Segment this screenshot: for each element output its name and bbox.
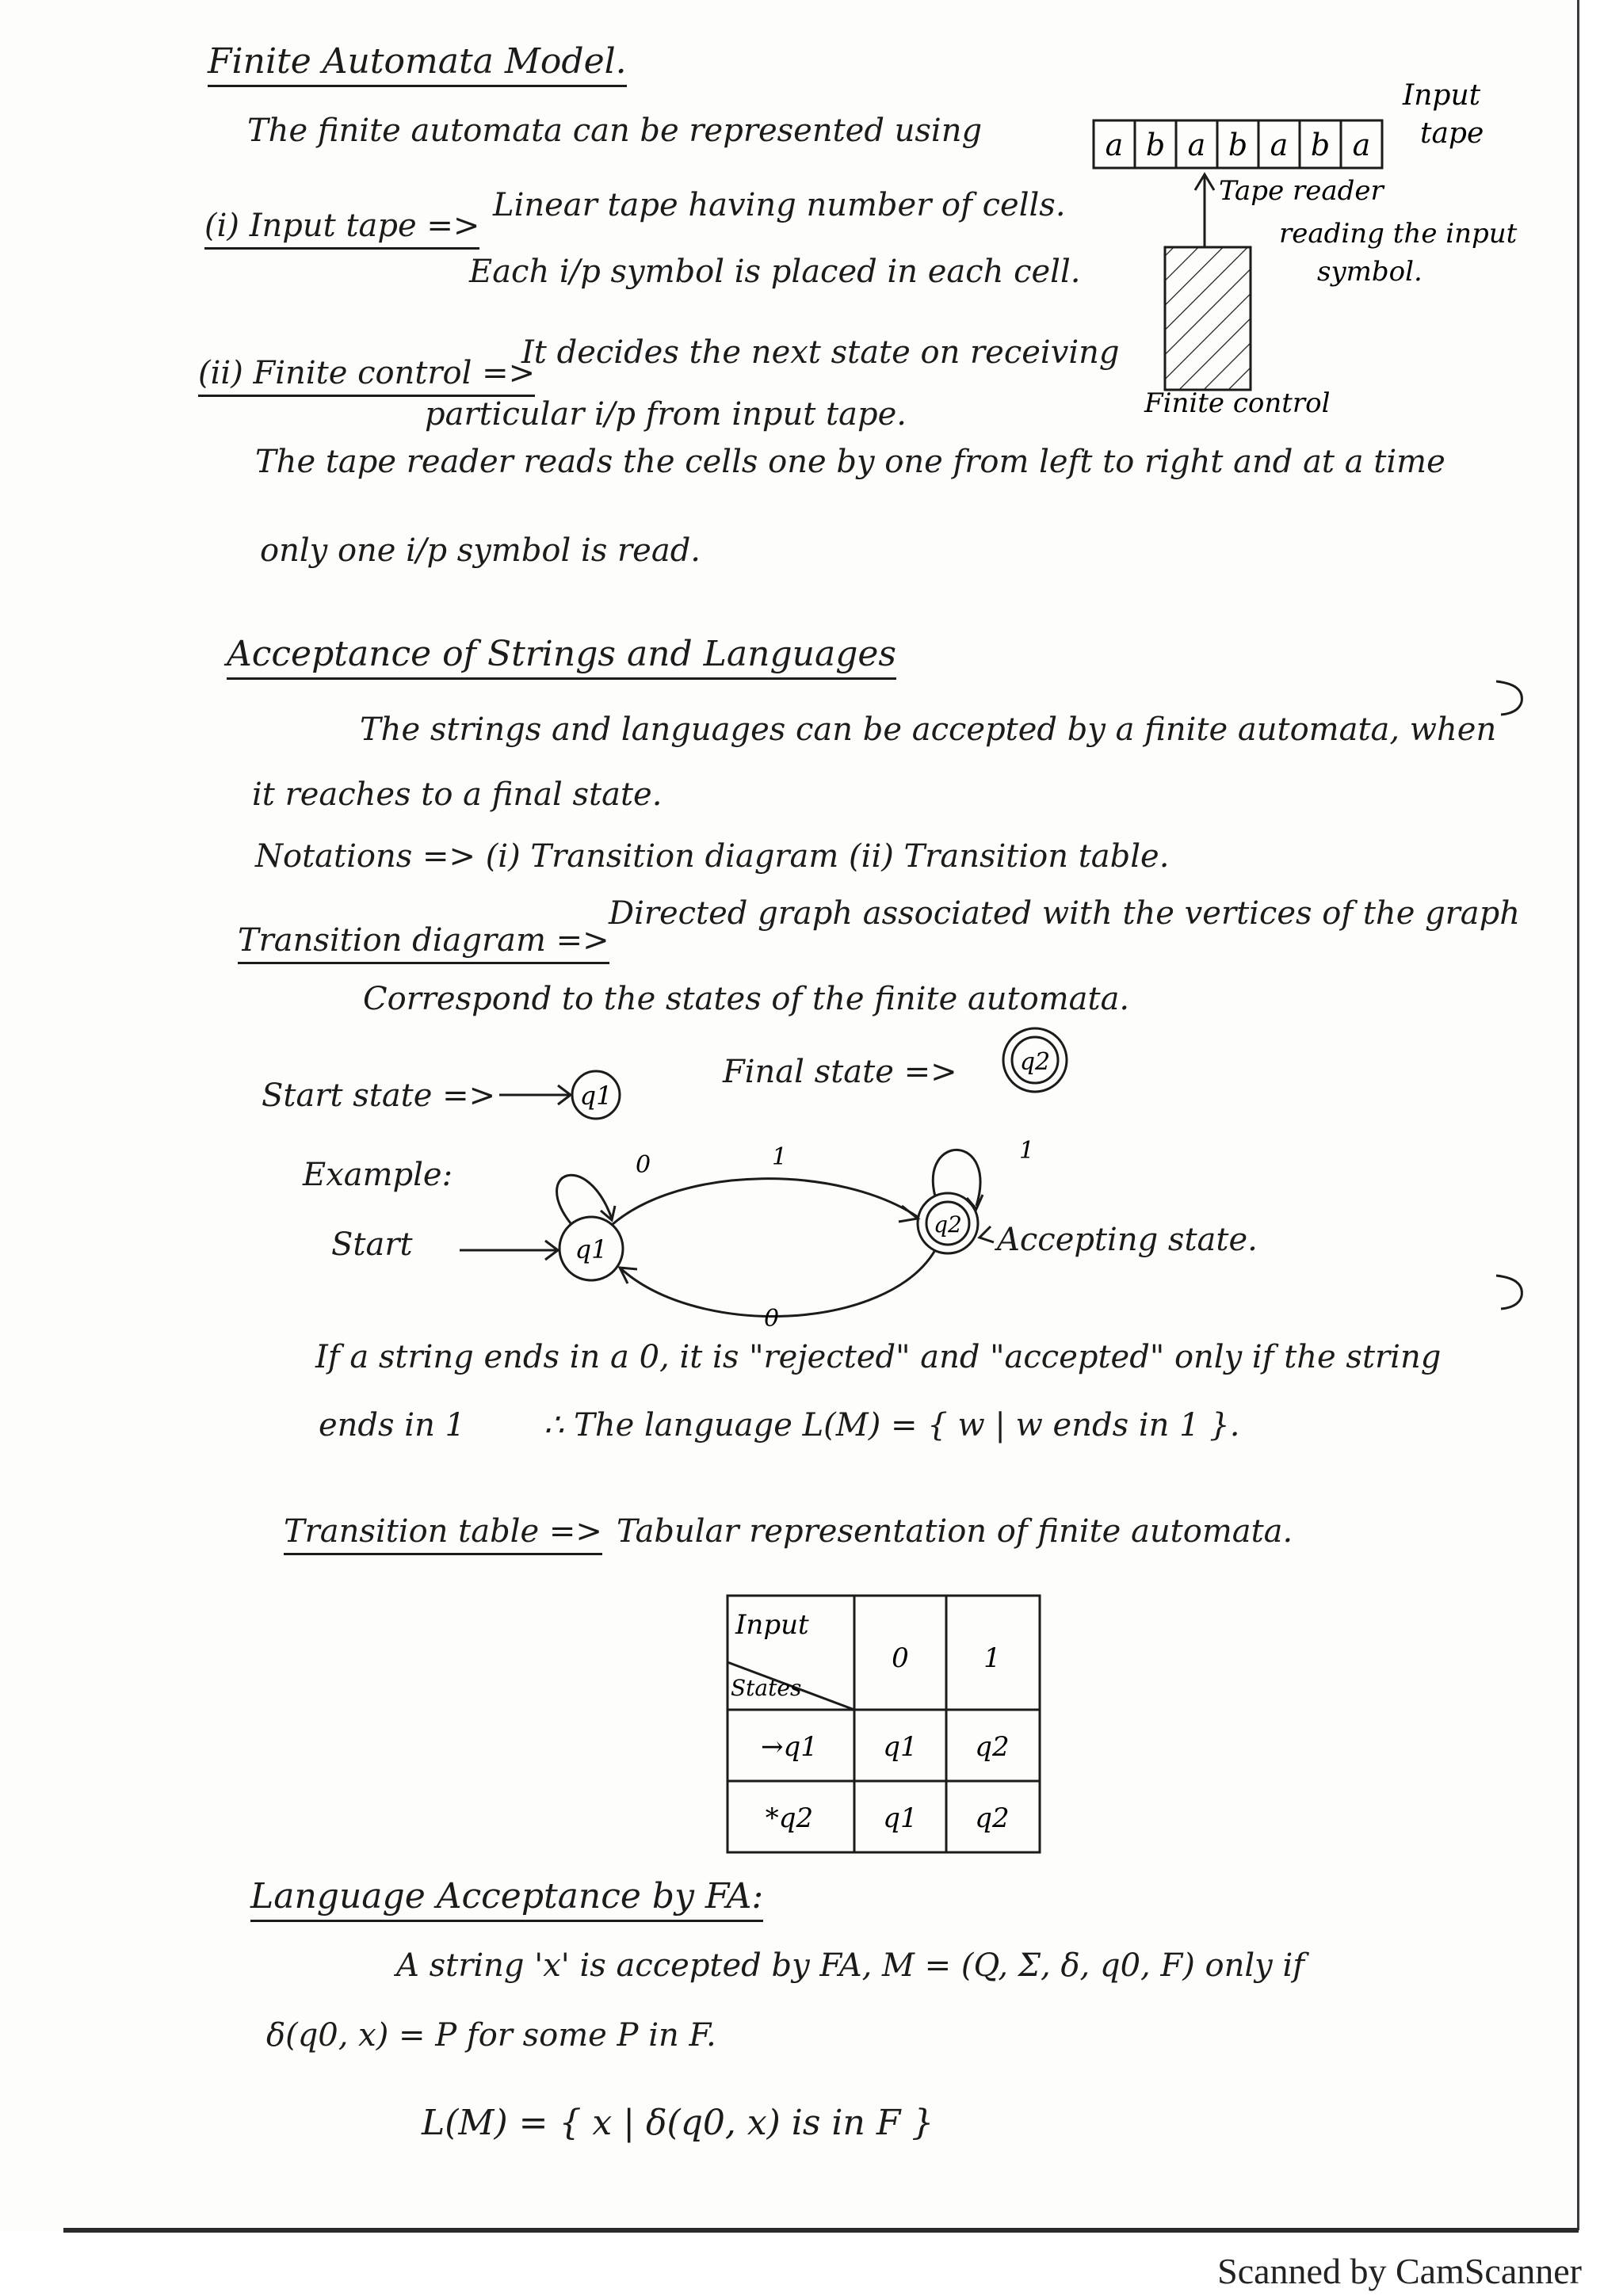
example-note-2b: ∴ The language L(M) = { w | w ends in 1 }. (544, 1407, 1240, 1444)
acceptance-heading: Acceptance of Strings and Languages (227, 634, 896, 680)
reading-label-2: symbol. (1317, 256, 1423, 288)
table-corner-input: Input (735, 1609, 809, 1641)
finite-control-label: (ii) Finite control => (198, 355, 535, 397)
edge-q2-q1-symbol: 0 (764, 1305, 780, 1333)
tape-cell: b (1145, 128, 1166, 162)
table-row-state: →q1 (761, 1731, 818, 1763)
start-state-label: Start state => (262, 1077, 496, 1114)
finite-control-text-1: It decides the next state on receiving (521, 334, 1120, 371)
input-tape-caption-2: tape (1420, 117, 1484, 150)
notations-line: Notations => (i) Transition diagram (ii) Transition table. (255, 838, 1170, 875)
tape-cell: a (1187, 128, 1206, 162)
q2-self-loop (933, 1150, 980, 1206)
reader-para-1: The tape reader reads the cells one by one from left to right and at a time (255, 444, 1445, 480)
acceptance-line-2: it reaches to a final state. (252, 776, 663, 813)
language-acceptance-heading: Language Acceptance by FA: (250, 1876, 763, 1922)
q1-self-loop (557, 1175, 612, 1223)
transition-table-text: Tabular representation of finite automata. (617, 1513, 1293, 1550)
edge-q1-q2 (612, 1179, 918, 1225)
table-col-header: 1 (983, 1642, 1001, 1674)
finite-control-caption: Finite control (1144, 387, 1331, 419)
margin-mark-icon (1490, 1268, 1537, 1315)
final-state-label: Final state => (723, 1054, 957, 1090)
finite-control-text-2: particular i/p from input tape. (425, 396, 907, 433)
example-note-1: If a string ends in a 0, it is "rejected" and "accepted" only if the string (315, 1339, 1442, 1375)
tape-cell: b (1228, 128, 1248, 162)
state-q1-label: q1 (575, 1234, 608, 1264)
legend-final-state: q2 (1019, 1048, 1051, 1076)
input-tape-label: (i) Input tape => (204, 208, 479, 250)
input-tape-text-1: Linear tape having number of cells. (493, 187, 1066, 223)
table-cell: q2 (975, 1731, 1010, 1763)
table-row-state: *q2 (765, 1802, 814, 1834)
input-tape-caption-1: Input (1403, 79, 1481, 112)
tape-cell: b (1310, 128, 1331, 162)
scanner-watermark: Scanned by CamScanner (1217, 2251, 1582, 2291)
table-corner-states: States (731, 1675, 802, 1701)
transition-diagram-label: Transition diagram => (238, 922, 609, 964)
finite-control-box (1165, 247, 1251, 390)
accepting-state-label: Accepting state. (997, 1222, 1258, 1258)
accepting-pointer-icon (980, 1226, 994, 1242)
table-cell: q2 (975, 1802, 1010, 1834)
tape-reader-label: Tape reader (1219, 175, 1384, 207)
legend-start-state: q1 (579, 1081, 613, 1111)
transition-table-label: Transition table => (284, 1513, 602, 1555)
tape-cell: a (1352, 128, 1371, 162)
page-edge-divider (63, 2228, 1579, 2233)
margin-mark-icon (1490, 673, 1537, 721)
language-definition: L(M) = { x | δ(q0, x) is in F } (422, 2103, 934, 2143)
example-note-2a: ends in 1 (319, 1407, 465, 1444)
tape-cell: a (1270, 128, 1289, 162)
final-state-symbol (995, 1020, 1075, 1100)
language-acceptance-line-2: δ(q0, x) = P for some P in F. (266, 2017, 716, 2054)
page-title: Finite Automata Model. (208, 41, 627, 87)
table-cell: q1 (883, 1802, 918, 1834)
edge-q1-q2-symbol: 1 (772, 1143, 788, 1171)
reader-para-2: only one i/p symbol is read. (260, 532, 701, 569)
acceptance-line-1: The strings and languages can be accepted by a finite automata, when (360, 711, 1497, 748)
diagram-def-line-2: Correspond to the states of the finite automata. (363, 981, 1130, 1017)
state-q2-label: q2 (934, 1211, 962, 1238)
tape-cell: a (1105, 128, 1124, 162)
tape-figure (1086, 63, 1561, 428)
q2-loop-symbol: 1 (1019, 1137, 1035, 1165)
diagram-def-line-1: Directed graph associated with the vertices of the graph (609, 895, 1521, 932)
tape-cells (1094, 120, 1382, 168)
example-label: Example: (303, 1157, 453, 1193)
table-col-header: 0 (892, 1642, 909, 1674)
example-start-label: Start (331, 1226, 413, 1263)
intro-text: The finite automata can be represented using (247, 113, 983, 149)
table-cell: q1 (883, 1731, 918, 1763)
q1-loop-symbol: 0 (636, 1151, 651, 1179)
transition-table (726, 1594, 1041, 1854)
input-tape-text-2: Each i/p symbol is placed in each cell. (469, 254, 1081, 290)
language-acceptance-line-1: A string 'x' is accepted by FA, M = (Q, Σ, δ, q0, F) only if (396, 1947, 1305, 1984)
reading-label-1: reading the input (1279, 218, 1518, 250)
